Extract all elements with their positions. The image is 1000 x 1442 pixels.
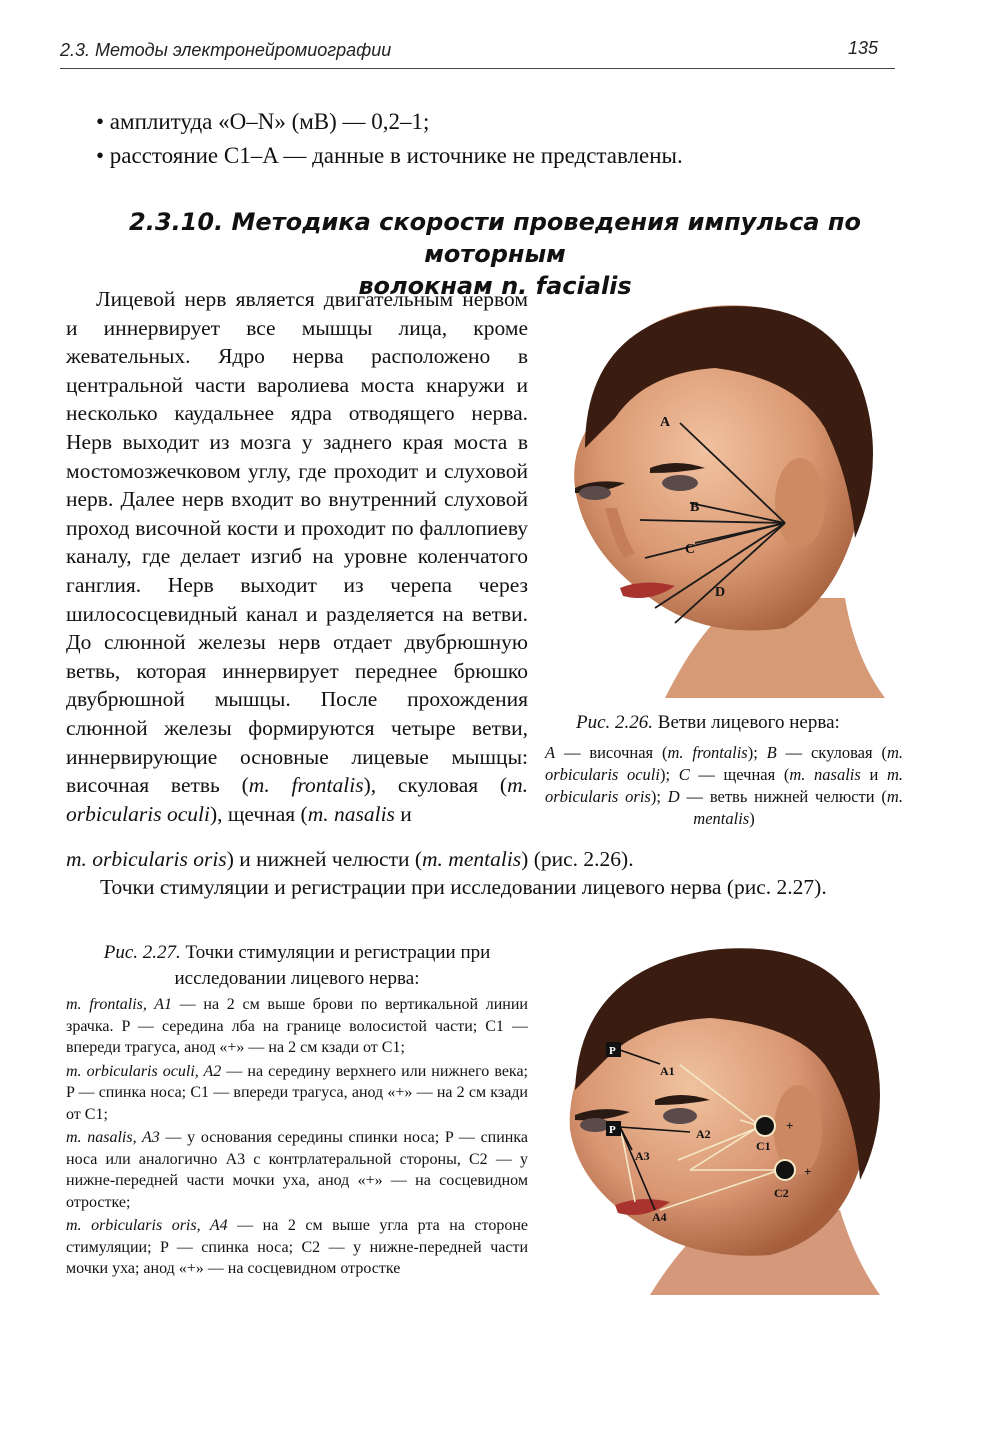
caption-label: Рис. 2.27.	[103, 942, 181, 963]
caption-part: m. mentalis	[693, 787, 903, 828]
caption-part: m. orbicularis oculi	[545, 743, 903, 784]
branch-label-b: B	[690, 500, 700, 515]
header-rule	[60, 68, 895, 69]
figure-2-27-caption-text	[66, 994, 528, 1282]
paragraph-text: ) и нижней челюсти (	[226, 847, 423, 871]
face-electrode-illustration	[560, 940, 900, 1295]
muscle-term: m. orbicularis oris	[66, 847, 227, 871]
caption-part: )	[749, 809, 755, 828]
caption-item-text: — на 2 см выше брови по вертикальной линии зрачка. P — середина лба на границе волосистой части; C1 — впереди трагуса, анод «+» — на 2 см кзади от C1;	[66, 996, 528, 1056]
face-illustration	[555, 298, 900, 698]
caption-title-text: Ветви лицевого нерва:	[653, 712, 840, 733]
heading-line-2: волокнам n. facialis	[358, 272, 632, 300]
label-anode-2: +	[804, 1164, 812, 1179]
body-paragraph-2: Точки стимуляции и регистрации при исследовании лицевого нерва (рис. 2.27).	[100, 875, 827, 899]
paragraph-text: ), скуловая (	[363, 773, 508, 798]
muscle-term: m. nasalis	[307, 801, 395, 826]
caption-title-text: Точки стимуляции и регистрации при исследовании лицевого нерва:	[174, 942, 491, 989]
caption-part: );	[747, 743, 767, 762]
paragraph-text: ), щечная (	[209, 801, 308, 826]
branch-label-d: D	[715, 585, 726, 600]
label-a3: A3	[635, 1149, 650, 1163]
bullet-list	[96, 105, 683, 173]
figure-2-27-face-image	[560, 940, 900, 1295]
body-paragraph	[66, 285, 528, 828]
caption-part: );	[659, 765, 679, 784]
caption-part: A	[545, 743, 556, 762]
label-c1: C1	[756, 1139, 771, 1153]
caption-item	[66, 994, 528, 1059]
caption-item-text: — на 2 см выше угла рта на стороне стимуляции; P — спинка носа; C2 — у нижне-передней части мочки уха; анод «+» — на сосцевидном отростке	[66, 1217, 528, 1277]
branch-label-c: C	[685, 542, 696, 557]
caption-part: B	[766, 743, 777, 762]
caption-part: m. orbicularis oris	[545, 765, 903, 806]
branch-label-a: A	[660, 415, 671, 430]
label-p-2: P	[609, 1124, 616, 1136]
figure-2-26-caption-title	[576, 712, 840, 734]
caption-item-text: — на середину верхнего или нижнего века; P — спинка носа; C1 — впереди трагуса, анод «+» — на 2 см кзади от C1;	[66, 1062, 528, 1123]
bullet-item: • амплитуда «O–N» (мВ) — 0,2–1;	[96, 109, 430, 134]
caption-part: m. frontalis	[667, 743, 748, 762]
running-title: 2.3. Методы электронейромиографии	[60, 40, 392, 60]
paragraph-text: Лицевой нерв является двигательным нервом и иннервирует все мышцы лица, кроме жевательных. Ядро нерва расположено в центральной части варолиева моста кнаружи и несколько каудальнее ядра отводящего нерва. Нерв выходит из мозга у заднего края моста в мостомозжечковом углу, где проходит и слуховой нерв. Далее нерв входит во внутренний слуховой проход височной кости и проходит по фаллопиеву каналу, где делает изгиб на уровне коленчатого ганглия. Нерв выходит из черепа через шилососцевидный канал и разделяется на ветви. До слюнной железы нерв отдает двубрюшную ветвь, которая иннервирует переднее брюшко двубрюшной мышцы. После прохождения слюнной железы формируются четыре ветви, иннервирующие основные лицевые мышцы: височная ветвь (	[66, 287, 528, 798]
label-anode-1: +	[786, 1118, 794, 1133]
label-c2: C2	[774, 1186, 789, 1200]
caption-part: );	[650, 787, 668, 806]
caption-part: — щечная (	[689, 765, 790, 784]
label-p-1: P	[609, 1045, 616, 1057]
caption-part: D	[667, 787, 680, 806]
caption-item-muscle: m. frontalis, A1	[66, 996, 173, 1013]
figure-2-26-caption-text	[545, 742, 903, 830]
caption-part: — скуловая (	[776, 743, 887, 762]
caption-item	[66, 1215, 528, 1280]
label-a2: A2	[696, 1127, 711, 1141]
caption-item	[66, 1061, 528, 1126]
caption-part: m. nasalis	[789, 765, 861, 784]
paragraph-text: ) (рис. 2.26).	[521, 847, 634, 871]
figure-2-27-caption-title	[66, 940, 528, 992]
electrode-c1	[755, 1116, 775, 1136]
bullet-item: • расстояние C1–A — данные в источнике не представлены.	[96, 143, 683, 168]
muscle-term: m. frontalis	[248, 773, 364, 798]
page-number: 135	[848, 38, 879, 58]
caption-item-muscle: m. orbicularis oris, A4	[66, 1217, 228, 1234]
electrode-c2	[775, 1160, 795, 1180]
caption-part: — височная (	[555, 743, 668, 762]
label-a1: A1	[660, 1064, 675, 1078]
caption-part: — ветвь нижней челюсти (	[679, 787, 887, 806]
caption-part: и	[860, 765, 887, 784]
caption-part: C	[678, 765, 690, 784]
body-paragraph-end	[66, 845, 716, 874]
muscle-term: m. mentalis	[422, 847, 522, 871]
caption-item-text: — у основания середины спинки носа; P — спинка носа или аналогично A3 с контрлатеральной стороны, C2 — у нижне-передней части мочки уха, анод «+» — на сосцевидном отростке;	[66, 1129, 528, 1211]
label-a4: A4	[652, 1210, 667, 1224]
heading-line-1: 2.3.10. Методика скорости проведения импульса по моторным	[129, 208, 861, 268]
figure-2-26-face-image	[555, 298, 900, 698]
caption-item-muscle: m. nasalis, A3	[66, 1129, 160, 1146]
paragraph-text: и	[394, 801, 412, 826]
caption-item-muscle: m. orbicularis oculi, A2	[66, 1062, 222, 1080]
caption-item	[66, 1127, 528, 1213]
caption-label: Рис. 2.26.	[576, 712, 654, 733]
muscle-term: m. orbicularis oculi	[66, 773, 528, 826]
